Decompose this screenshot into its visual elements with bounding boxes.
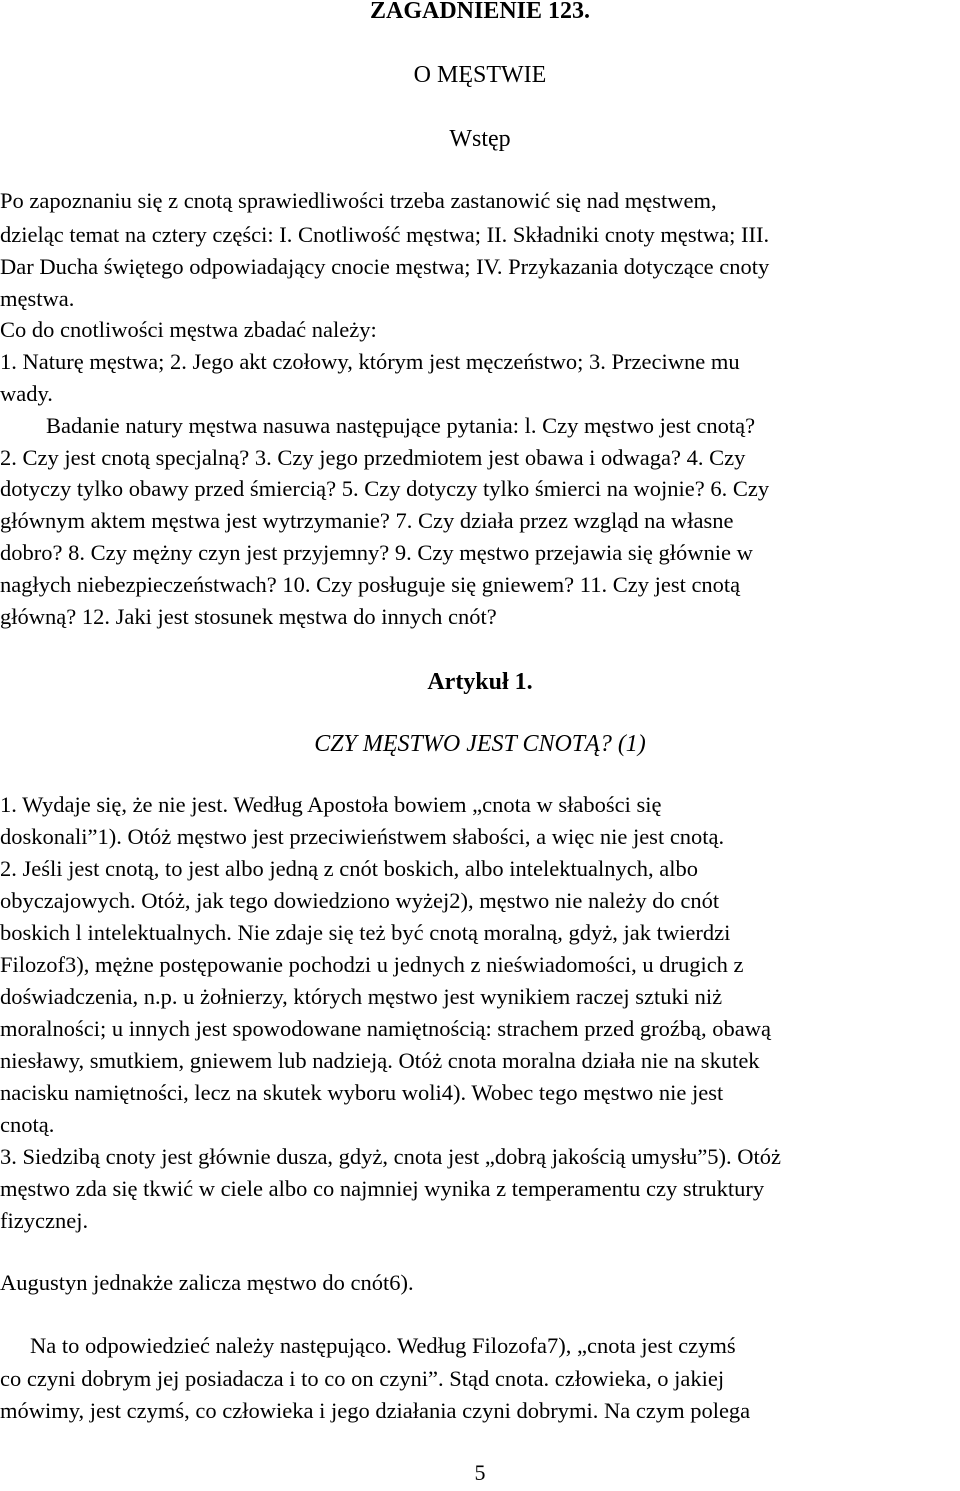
objection-line: doskonali”1). Otóż męstwo jest przeciwieństwem słabości, a więc nie jest cnotą. [0,824,725,849]
objection-line: 1. Wydaje się, że nie jest. Według Apostoła bowiem „cnota w słabości się [0,792,662,817]
intro-line: nagłych niebezpieczeństwach? 10. Czy posługuje się gniewem? 11. Czy jest cnotą [0,572,741,597]
objection-line: nacisku namiętności, lecz na skutek wyboru woli4). Wobec tego męstwo nie jest [0,1080,724,1105]
sed-contra: Augustyn jednakże zalicza męstwo do cnót6). [0,1270,414,1295]
section-number: ZAGADNIENIE 123. [369,0,591,24]
objection-line: męstwo zda się tkwić w ciele albo co najmniej wynika z temperamentu czy struktury [0,1176,765,1201]
objection-line: Filozof3), mężne postępowanie pochodzi u jednych z nieświadomości, u drugich z [0,952,744,977]
intro-line: męstwa. [0,286,75,311]
page-title: O MĘSTWIE [413,62,547,88]
objection-line: 2. Jeśli jest cnotą, to jest albo jedną z cnót boskich, albo intelektualnych, albo [0,856,698,881]
intro-line: Po zapoznaniu się z cnotą sprawiedliwości trzeba zastanowić się nad męstwem, [0,188,717,213]
objection-line: cnotą. [0,1112,55,1137]
page-number: 5 [474,1460,486,1485]
intro-line: 2. Czy jest cnotą specjalną? 3. Czy jego przedmiotem jest obawa i odwaga? 4. Czy [0,445,746,470]
intro-heading: Wstęp [449,126,511,152]
objection-line: niesławy, smutkiem, gniewem lub nadzieją. Otóż cnota moralna działa nie na skutek [0,1048,760,1073]
intro-line: głównym aktem męstwa jest wytrzymanie? 7. Czy działa przez wzgląd na własne [0,508,734,533]
intro-line: Badanie natury męstwa nasuwa następujące pytania: l. Czy męstwo jest cnotą? [46,413,756,438]
response-line: co czyni dobrym jej posiadacza i to co on czyni”. Stąd cnota. człowieka, o jakiej [0,1366,725,1391]
objection-line: moralności; u innych jest spowodowane namiętnością: strachem przed groźbą, obawą [0,1016,772,1041]
intro-line: dzieląc temat na cztery części: I. Cnotliwość męstwa; II. Składniki cnoty męstwa; III. [0,222,770,247]
objection-line: boskich l intelektualnych. Nie zdaje się też być cnotą moralną, gdyż, jak twierdzi [0,920,731,945]
article-question: CZY MĘSTWO JEST CNOTĄ? (1) [314,731,646,757]
intro-line: dotyczy tylko obawy przed śmiercią? 5. Czy dotyczy tylko śmierci na wojnie? 6. Czy [0,476,770,501]
intro-line: dobro? 8. Czy mężny czyn jest przyjemny? 9. Czy męstwo przejawia się głównie w [0,540,753,565]
objection-line: fizycznej. [0,1208,89,1233]
intro-line: główną? 12. Jaki jest stosunek męstwa do innych cnót? [0,604,497,629]
intro-line: Co do cnotliwości męstwa zbadać należy: [0,317,377,342]
response-line: Na to odpowiedzieć należy następująco. Według Filozofa7), „cnota jest czymś [30,1333,736,1358]
article-heading: Artykuł 1. [427,669,533,695]
objection-line: doświadczenia, n.p. u żołnierzy, których męstwo jest wynikiem raczej sztuki niż [0,984,723,1009]
intro-line: Dar Ducha świętego odpowiadający cnocie męstwa; IV. Przykazania dotyczące cnoty [0,254,770,279]
objection-line: 3. Siedzibą cnoty jest głównie dusza, gdyż, cnota jest „dobrą jakością umysłu”5). Otóż [0,1144,782,1169]
intro-line: 1. Naturę męstwa; 2. Jego akt czołowy, którym jest męczeństwo; 3. Przeciwne mu [0,349,740,374]
response-line: mówimy, jest czymś, co człowieka i jego działania czyni dobrymi. Na czym polega [0,1398,751,1423]
intro-line: wady. [0,381,53,406]
objection-line: obyczajowych. Otóż, jak tego dowiedziono wyżej2), męstwo nie należy do cnót [0,888,720,913]
